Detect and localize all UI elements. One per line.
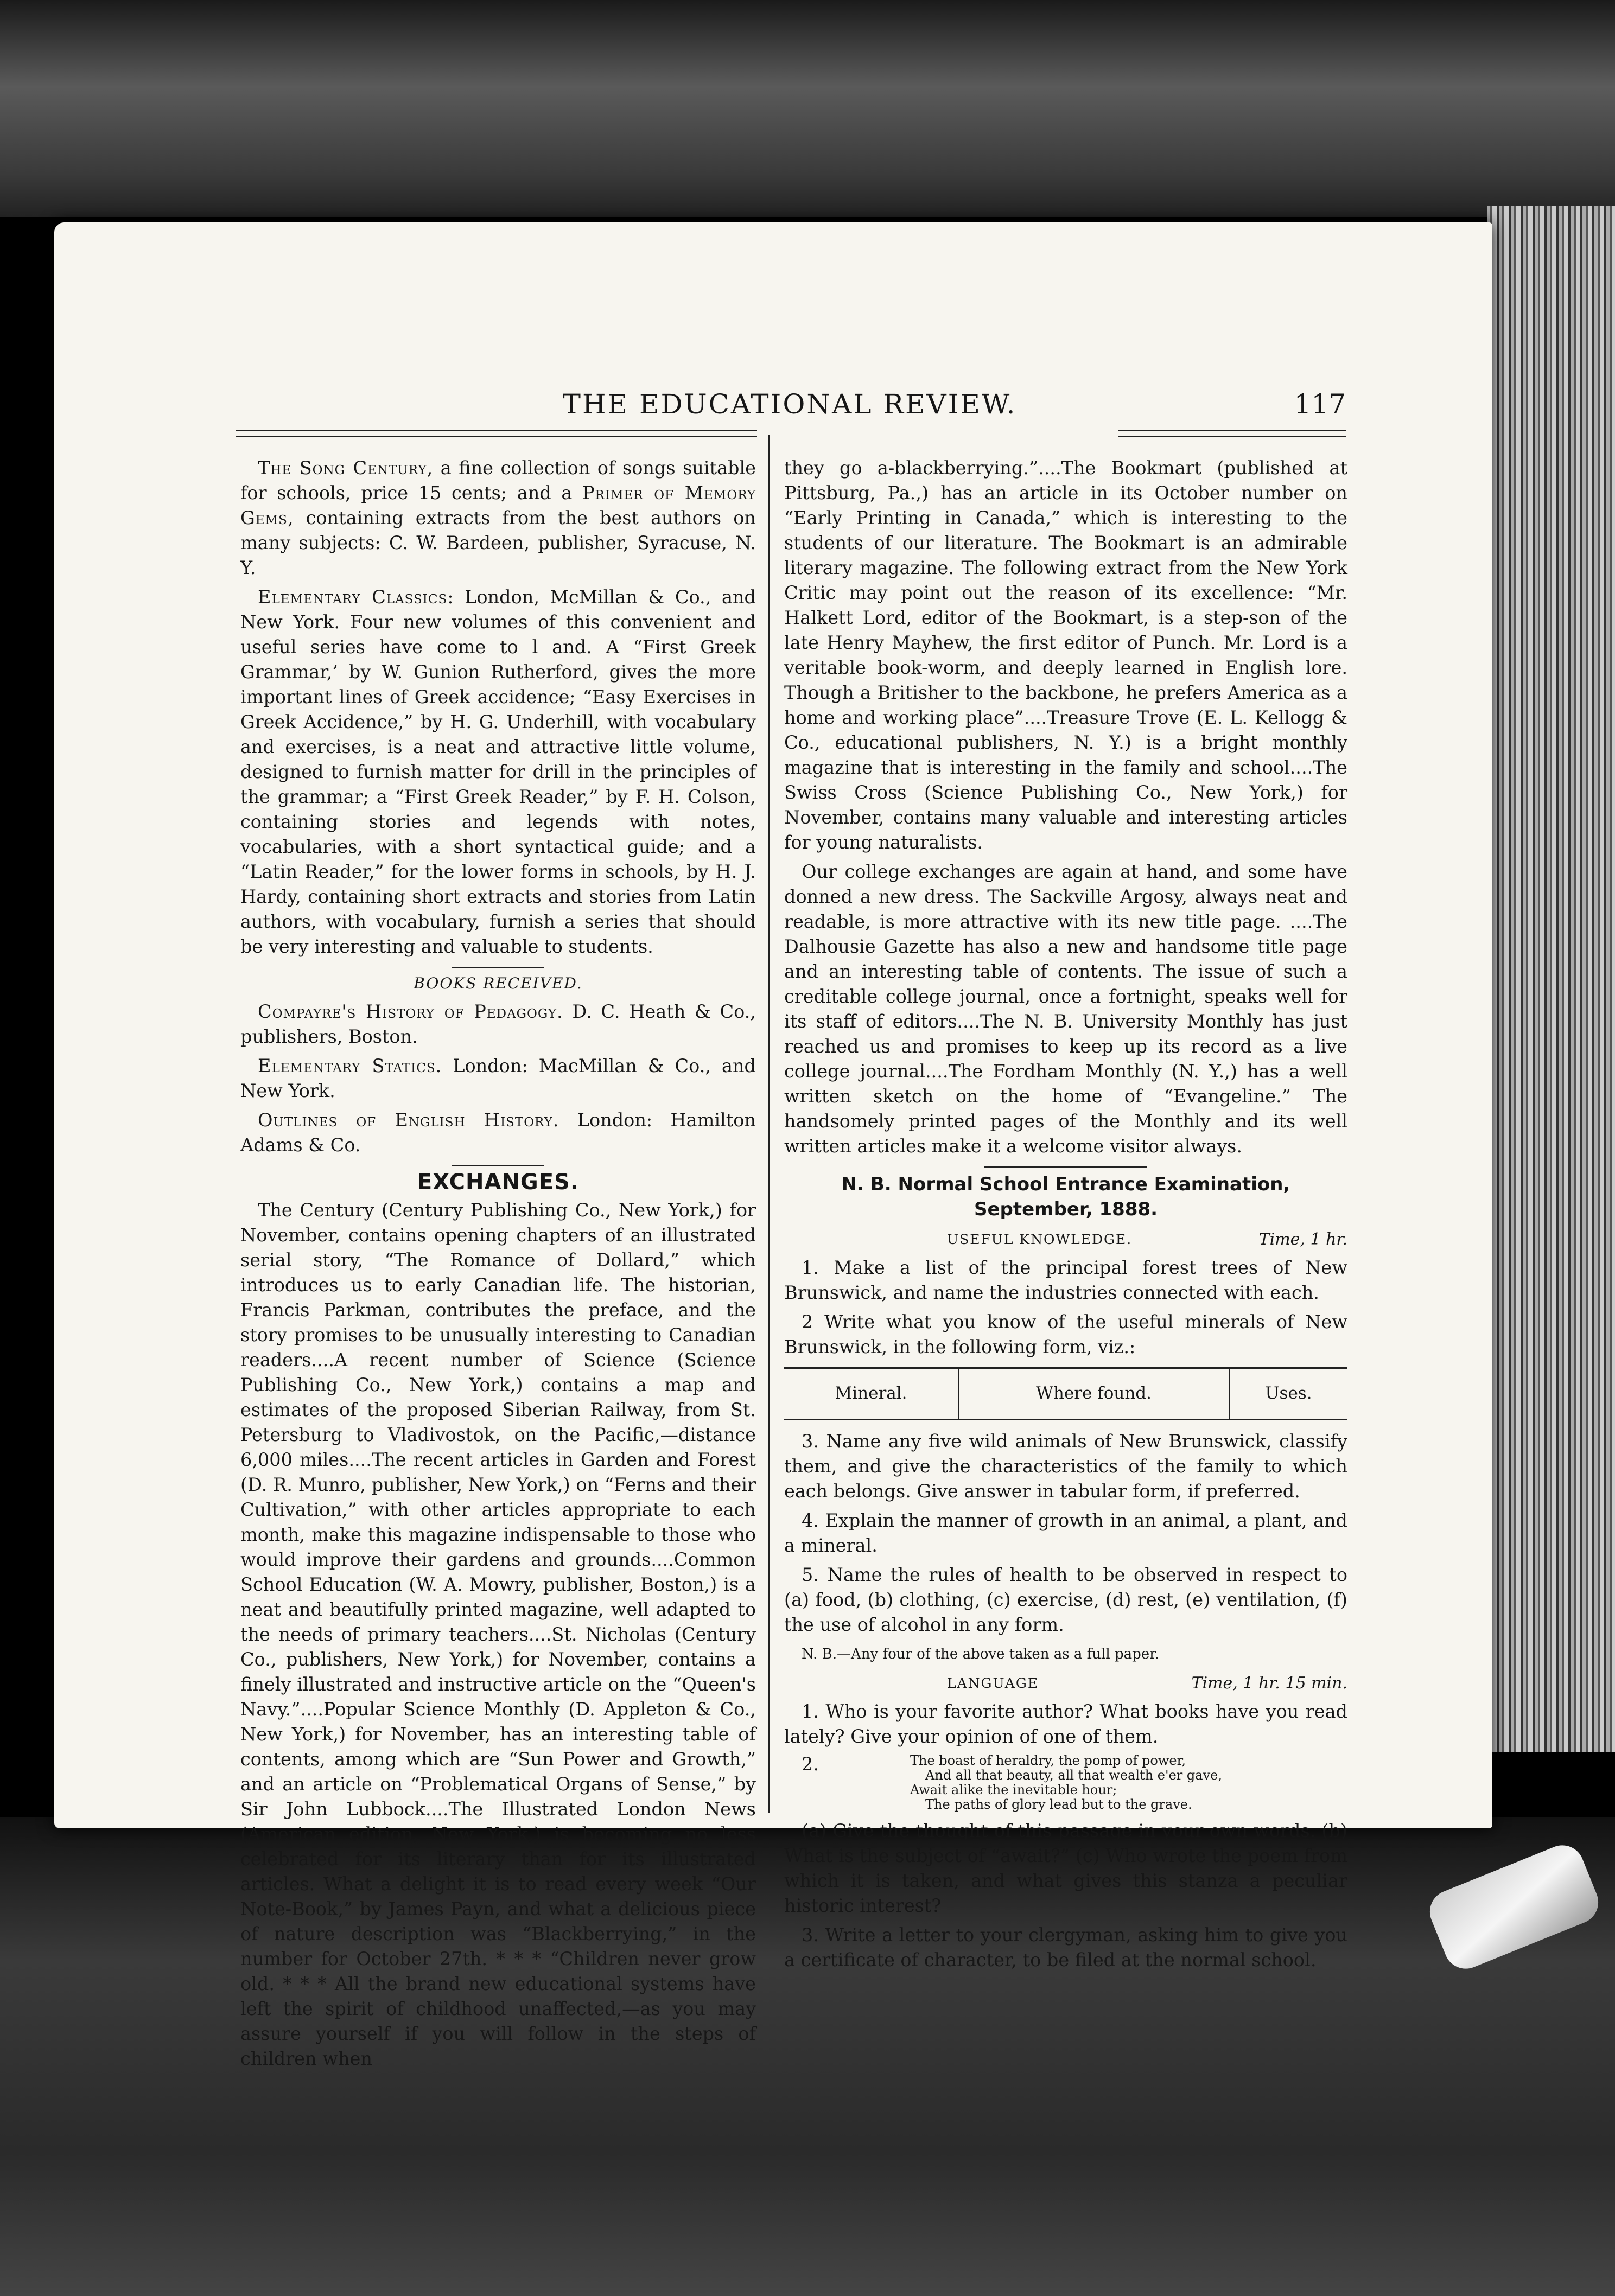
useful-knowledge-heading: USEFUL KNOWLEDGE. Time, 1 hr. — [947, 1230, 1347, 1249]
left-column — [240, 456, 756, 2076]
book-item: Elementary Statics. London: MacMillan & Co., and New York. — [240, 1055, 756, 1101]
exchanges-paragraph: The Century (Century Publishing Co., New York,) for November, contains opening chapters of an illustrated serial story, “The Romance of Dollard,” which introduces us to early Canadian life. The historian, Francis Parkman, contributes the preface, and the story promises to be unusually interesting to Canadian readers....A recent number of Science (Science Publishing Co., New York,) contains a map and estimates of the proposed Siberian Railway, from St. Petersburg to Vladivostok, on the Pacific,—distance 6,000 miles....The recent articles in Garden and Forest (D. R. Munro, publisher, New York,) on “Ferns and their Cultivation,” with other articles appropriate to each month, make this magazine indispensable to those who would improve their gardens and grounds....Common School Education (W. A. Mowry, publisher, Boston,) is a neat and beautifully printed magazine, well adapted to the needs of primary teachers....St. Nicholas (Century Co., publishers, New York,) for November, contains a finely illustrated and instructive article on the “Queen's Navy.”....Popular Science Monthly (D. Appleton & Co., New York,) for November, has an interesting table of contents, among which are “Sun Power and Growth,” and an article on “Problematical Organs of Sense,” by Sir John Lubbock....The Illustrated London News (American edition, New York,) is becoming no less celebrated for its literary than for its illustrated articles. What a delight it is to read every week “Our Note-Book,” by James Payn, and what a delicious piece of nature description was “Blackberrying,” in the number for October 27th. * * * “Children never grow old. * * * All the brand new educational systems have left the spirit of childhood unaffected,—as you may assure yourself if you will follow in the steps of children when — [240, 1200, 756, 2069]
college-exchanges-paragraph: Our college exchanges are again at hand, and some have donned a new dress. The Sackville Argosy, always neat and readable, is more attractive with its new title page. ....The Dalhousie Gazette has also a new and handsome title page and an interesting table of contents. The issue of such a creditable college journal, once a fortnight, speaks well for its staff of editors....The N. B. University Monthly has just reached us and promises to keep up its record as a live college journal....The Fordham Monthly (N. Y.,) has a well written sketch on the home of “Evangeline.” The handsomely printed pages of the Monthly and its well written articles make it a welcome visitor always. — [784, 861, 1347, 1157]
question: 3. Name any five wild animals of New Brunswick, classify them, and give the characteristics of the family to which each belongs. Give answer in tabular form, if preferred. — [784, 1431, 1347, 1502]
verse-line: And all that beauty, all that wealth e'er gave, — [925, 1768, 1222, 1783]
header-rule-right — [1118, 430, 1346, 437]
exchanges-continuation: they go a-blackberrying.”....The Bookmart (published at Pittsburg, Pa.,) has an article in its October number on “Early Printing in Canada,” which is interesting to the students of our literature. The Bookmart is an admirable literary magazine. The following extract from the New York Critic may point out the reason of its excellence: “Mr. Halkett Lord, editor of the Bookmart, is a step-son of the late Henry Mayhew, the first editor of Punch. Mr. Lord is a veritable book-worm, and deeply learned in English lore. Though a Britisher to the backbone, he prefers America as a home and working place”....Treasure Trove (E. L. Kellogg & Co., educational publishers, N. Y.) is a bright monthly magazine that is interesting in the family and school....The Swiss Cross (Science Publishing Co., New York,) for November, contains many valuable and interesting articles for young naturalists. — [784, 457, 1347, 853]
verse-line: The paths of glory lead but to the grave. — [925, 1797, 1192, 1812]
question: (a) Give the thought of this passage in your own words. (b) What is the subject of “await?” (c) Who wrote the poem from which it is taken, and what gives this stanza a peculiar historic interest? — [784, 1820, 1347, 1916]
column-rule — [768, 435, 770, 1813]
notice-song-century: The Song Century, a fine collection of songs suitable for schools, price 15 cents; and a Primer of Memory Gems, containing extracts from the best authors on many subjects: C. W. Bardeen, publisher, Syracuse, N. Y. — [240, 457, 756, 578]
right-column — [784, 456, 1347, 1977]
exchanges-heading: EXCHANGES. — [417, 1170, 580, 1195]
verse-block — [784, 1753, 1347, 1812]
running-head — [233, 385, 1346, 429]
divider — [452, 1165, 544, 1166]
language-heading: LANGUAGE Time, 1 hr. 15 min. — [947, 1674, 1347, 1693]
divider — [984, 1166, 1147, 1168]
verse-line: The boast of heraldry, the pomp of power, — [910, 1753, 1186, 1768]
book-item: Outlines of English History. London: Hamilton Adams & Co. — [240, 1109, 756, 1156]
exam-note: N. B.—Any four of the above taken as a full paper. — [802, 1646, 1159, 1662]
header-rule-left — [236, 430, 757, 437]
notice-elementary-classics: Elementary Classics: London, McMillan & Co., and New York. Four new volumes of this convenient and useful series have come to l and. A “First Greek Grammar,’ by W. Gunion Rutherford, gives the more important lines of Greek accidence; “Easy Exercises in Greek Accidence,” by H. G. Underhill, with vocabulary and exercises, is a neat and attractive little volume, designed to furnish matter for drill in the principles of the grammar; a “First Greek Reader,” by F. H. Colson, containing stories and legends with notes, vocabularies, with a short syntactical guide; and a “Latin Reader,” for the lower forms in schools, by H. J. Hardy, containing short extracts and stories from Latin authors, with vocabulary, furnish a series that should be very interesting and valuable to students. — [240, 586, 756, 957]
books-received-heading: BOOKS RECEIVED. — [414, 974, 583, 992]
question: 4. Explain the manner of growth in an animal, a plant, and a mineral. — [784, 1510, 1347, 1556]
question: 3. Write a letter to your clergyman, asking him to give you a certificate of character, to be filed at the normal school. — [784, 1924, 1347, 1970]
question: 1. Make a list of the principal forest trees of New Brunswick, and name the industries connected with each. — [784, 1257, 1347, 1303]
page-edges — [1487, 206, 1615, 1752]
table-header: Uses. — [1229, 1368, 1347, 1420]
scan-background-top — [0, 0, 1615, 217]
minerals-table — [784, 1367, 1347, 1420]
question: 1. Who is your favorite author? What books have you read lately? Give your opinion of one of them. — [784, 1701, 1347, 1747]
page — [54, 222, 1492, 2069]
question: 5. Name the rules of health to be observed in respect to (a) food, (b) clothing, (c) exercise, (d) rest, (e) ventilation, (f) the use of alcohol in any form. — [784, 1564, 1347, 1635]
divider — [452, 967, 544, 968]
question: 2 Write what you know of the useful minerals of New Brunswick, in the following form, viz.: — [784, 1311, 1347, 1357]
question-number: 2. — [802, 1753, 819, 1775]
verse-line: Await alike the inevitable hour; — [910, 1782, 1117, 1797]
table-header: Mineral. — [784, 1368, 958, 1420]
running-title: THE EDUCATIONAL REVIEW. — [562, 388, 1017, 420]
exam-title: N. B. Normal School Entrance Examination, September, 1888. — [841, 1173, 1290, 1220]
table-header: Where found. — [958, 1368, 1229, 1420]
page-number: 117 — [1294, 388, 1346, 420]
book-item: Compayre's History of Pedagogy. D. C. Heath & Co., publishers, Boston. — [240, 1001, 756, 1047]
verse-lines — [910, 1753, 1347, 1812]
